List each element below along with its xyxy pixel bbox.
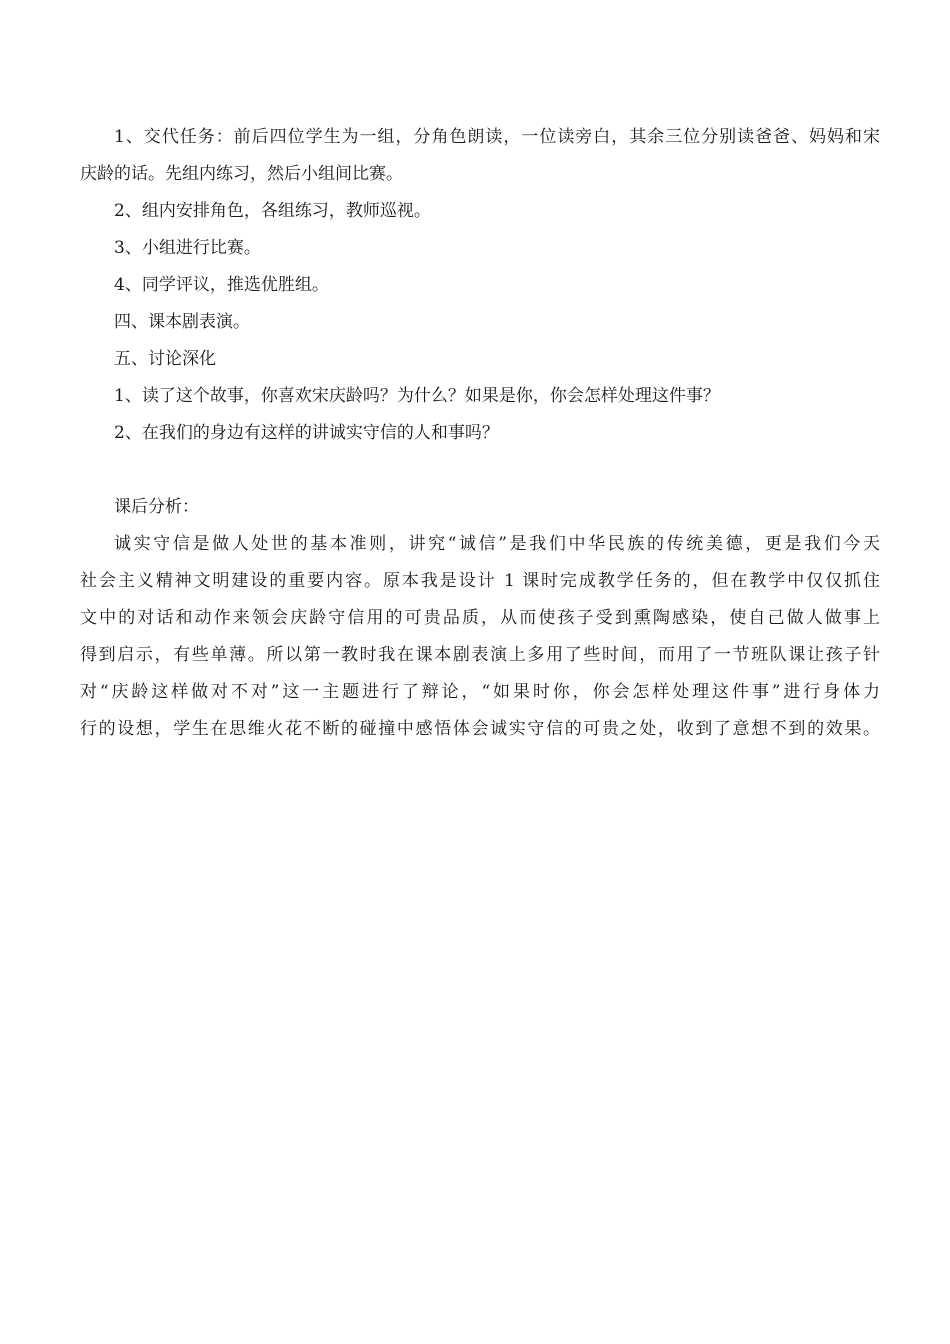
section-heading-4: 四、课本剧表演。 bbox=[114, 312, 250, 332]
analysis-line-6: 行的设想，学生在思维火花不断的碰撞中感悟体会诚实守信的可贵之处，收到了意想不到的效果。 bbox=[80, 719, 880, 739]
analysis-line-4: 得到启示，有些单薄。所以第一教时我在课本剧表演上多用了些时间，而用了一节班队课让孩子针 bbox=[80, 645, 880, 665]
task-item-1-line-2: 庆龄的话。先组内练习，然后小组间比赛。 bbox=[80, 164, 403, 184]
discussion-question-1: 1、读了这个故事，你喜欢宋庆龄吗？为什么？如果是你，你会怎样处理这件事？ bbox=[114, 386, 720, 406]
analysis-heading: 课后分析： bbox=[114, 497, 199, 517]
analysis-line-1: 诚实守信是做人处世的基本准则，讲究“诚信”是我们中华民族的传统美德，更是我们今天 bbox=[114, 534, 880, 554]
discussion-question-2: 2、在我们的身边有这样的讲诚实守信的人和事吗？ bbox=[114, 423, 499, 443]
section-heading-5: 五、讨论深化 bbox=[114, 349, 216, 369]
task-item-4: 4、同学评议，推选优胜组。 bbox=[114, 275, 329, 295]
analysis-line-5: 对“庆龄这样做对不对”这一主题进行了辩论，“如果时你，你会怎样处理这件事”进行身体力 bbox=[80, 682, 880, 702]
task-item-2: 2、组内安排角色，各组练习，教师巡视。 bbox=[114, 201, 431, 221]
analysis-line-3: 文中的对话和动作来领会庆龄守信用的可贵品质，从而使孩子受到熏陶感染，使自己做人做事上 bbox=[80, 608, 880, 628]
task-item-3: 3、小组进行比赛。 bbox=[114, 238, 261, 258]
analysis-line-2: 社会主义精神文明建设的重要内容。原本我是设计 1 课时完成教学任务的，但在教学中仅仅抓住 bbox=[80, 571, 880, 591]
task-item-1-line-1: 1、交代任务：前后四位学生为一组，分角色朗读，一位读旁白，其余三位分别读爸爸、妈妈和宋 bbox=[114, 127, 880, 147]
